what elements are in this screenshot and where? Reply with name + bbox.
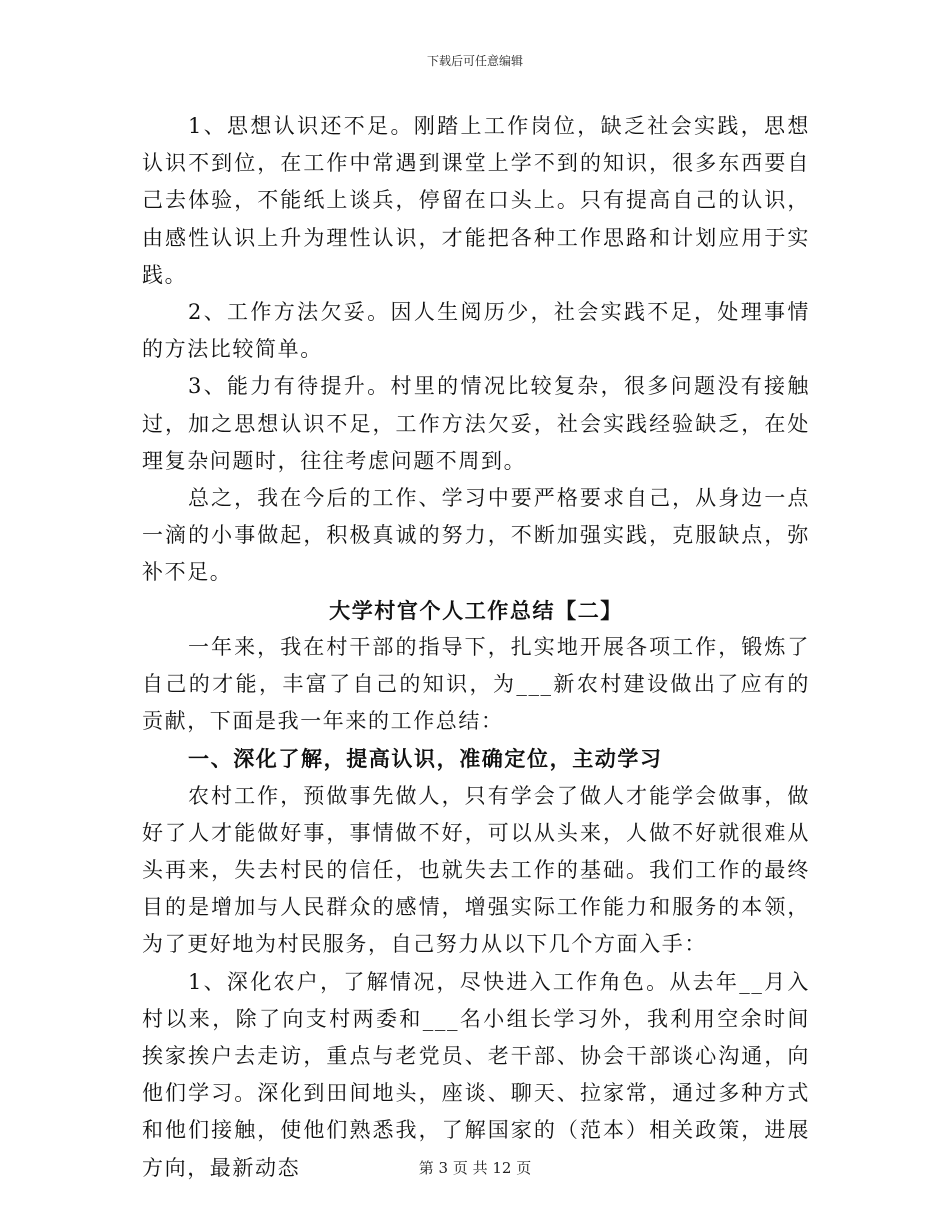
page-number: 第 3 页 共 12 页 xyxy=(418,1159,532,1177)
paragraph-work-method: 2、工作方法欠妥。因人生阅历少，社会实践不足，处理事情的方法比较简单。 xyxy=(142,300,810,362)
document-body xyxy=(142,108,810,1187)
paragraph-thought-awareness: 1、思想认识还不足。刚踏上工作岗位，缺乏社会实践，思想认识不到位，在工作中常遇到课堂上学不到的知识，很多东西要自己去体验，不能纸上谈兵，停留在口头上。只有提高自己的认识，由感性认识上升为理性认识，才能把各种工作思路和计划应用于实践。 xyxy=(142,114,810,287)
paragraph-visit-households: 1、深化农户，了解情况，尽快进入工作角色。从去年__月入村以来，除了向支村两委和___名小组长学习外，我利用空余时间挨家挨户去走访，重点与老党员、老干部、协会干部谈心沟通，向他们学习。深化到田间地头，座谈、聊天、拉家常，通过多种方式和他们接触，使他们熟悉我，了解国家的（范本）相关政策，进展方向，最新动态 xyxy=(142,969,810,1180)
paragraph-intro: 一年来，我在村干部的指导下，扎实地开展各项工作，锻炼了自己的才能，丰富了自己的知识，为___新农村建设做出了应有的贡献，下面是我一年来的工作总结： xyxy=(142,634,810,734)
subheading: 一、深化了解，提高认识，准确定位，主动学习 xyxy=(188,746,663,772)
paragraph-rural-work: 农村工作，预做事先做人，只有学会了做人才能学会做事，做好了人才能做好事，事情做不好，可以从头来，人做不好就很难从头再来，失去村民的信任，也就失去工作的基础。我们工作的最终目的是增加与人民群众的感情，增强实际工作能力和服务的本领，为了更好地为村民服务，自己努力从以下几个方面入手： xyxy=(142,783,810,957)
page-header: 下载后可任意编辑 xyxy=(426,54,523,68)
paragraph-conclusion: 总之，我在今后的工作、学习中要严格要求自己，从身边一点一滴的小事做起，积极真诚的努力，不断加强实践，克服缺点，弥补不足。 xyxy=(142,486,810,585)
paragraph-ability: 3、能力有待提升。村里的情况比较复杂，很多问题没有接触过，加之思想认识不足，工作方法欠妥，社会实践经验缺乏，在处理复杂问题时，往往考虑问题不周到。 xyxy=(142,374,810,473)
section-title: 大学村官个人工作总结【二】 xyxy=(329,597,623,623)
